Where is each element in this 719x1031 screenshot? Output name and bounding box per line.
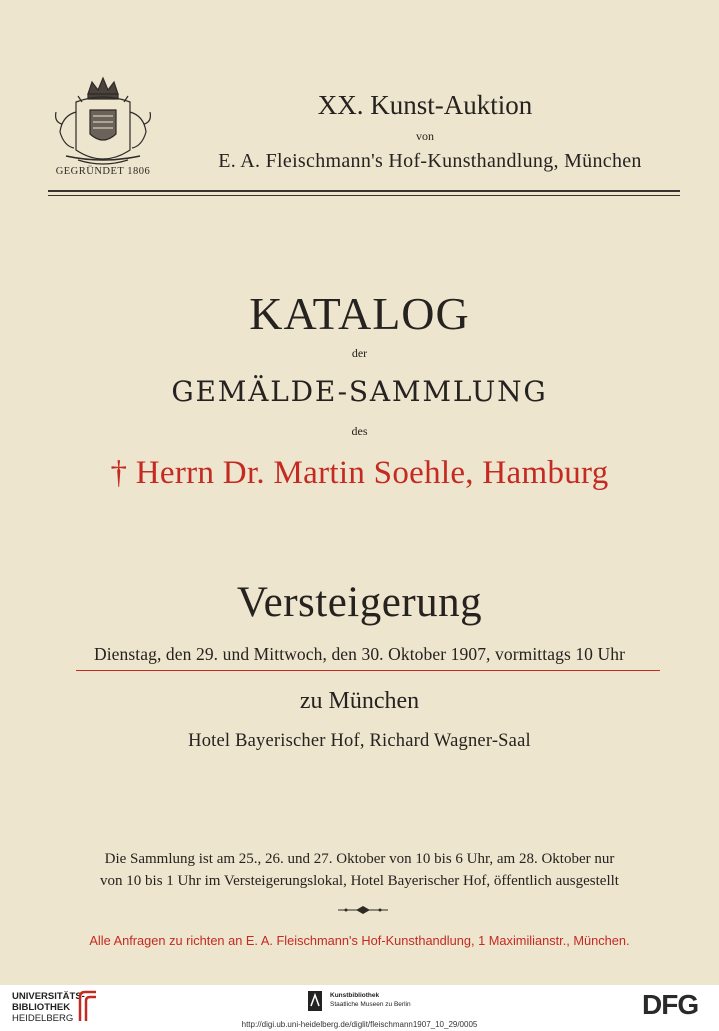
header-rule-thick [48,190,680,192]
kunstbibliothek-logo-icon[interactable] [308,991,322,1011]
red-divider [76,670,660,671]
von-label: von [416,129,434,143]
header-rule-thin [48,195,680,196]
des-label: des [351,424,368,438]
ornament-divider-icon [338,905,388,915]
firm-name: E. A. Fleischmann's Hof-Kunsthandlung, München [218,150,642,172]
ub-heidelberg-logo-icon[interactable] [76,989,100,1023]
exhibition-line-2: von 10 bis 1 Uhr im Versteigerungslokal, Hotel Bayerischer Hof, öffentlich ausgestellt [100,873,619,889]
royal-crest-icon [48,72,158,172]
collection-heading: GEMÄLDE-SAMMLUNG [171,375,548,408]
katalog-heading: KATALOG [249,288,470,339]
ub-heidelberg-logo-text[interactable]: UNIVERSITÄTS- BIBLIOTHEK HEIDELBERG [12,991,85,1024]
auction-city: zu München [299,688,420,714]
crest-caption: GEGRÜNDET 1806 [55,166,151,177]
source-url[interactable]: http://digi.ub.uni-heidelberg.de/diglit/fleischmann1907_10_29/0005 [241,1020,478,1029]
exhibition-line-1: Die Sammlung ist am 25., 26. und 27. Oktober von 10 bis 6 Uhr, am 28. Oktober nur [104,851,615,867]
auction-venue: Hotel Bayerischer Hof, Richard Wagner-Saal [188,731,531,751]
kunstbibliothek-text: Kunstbibliothek Staatliche Museen zu Berlin [330,992,411,1008]
auction-dates: Dienstag, den 29. und Mittwoch, den 30. Oktober 1907, vormittags 10 Uhr [93,644,626,664]
digitization-footer [0,985,719,1031]
inquiries-note: Alle Anfragen zu richten an E. A. Fleischmann's Hof-Kunsthandlung, 1 Maximilianstr., München. [89,933,630,948]
versteigerung-heading: Versteigerung [236,579,483,626]
der-label: der [351,346,368,360]
owner-name: † Herrn Dr. Martin Soehle, Hamburg [110,455,609,491]
auction-title: XX. Kunst-Auktion [317,90,533,120]
dfg-logo[interactable]: DFG [642,989,699,1020]
